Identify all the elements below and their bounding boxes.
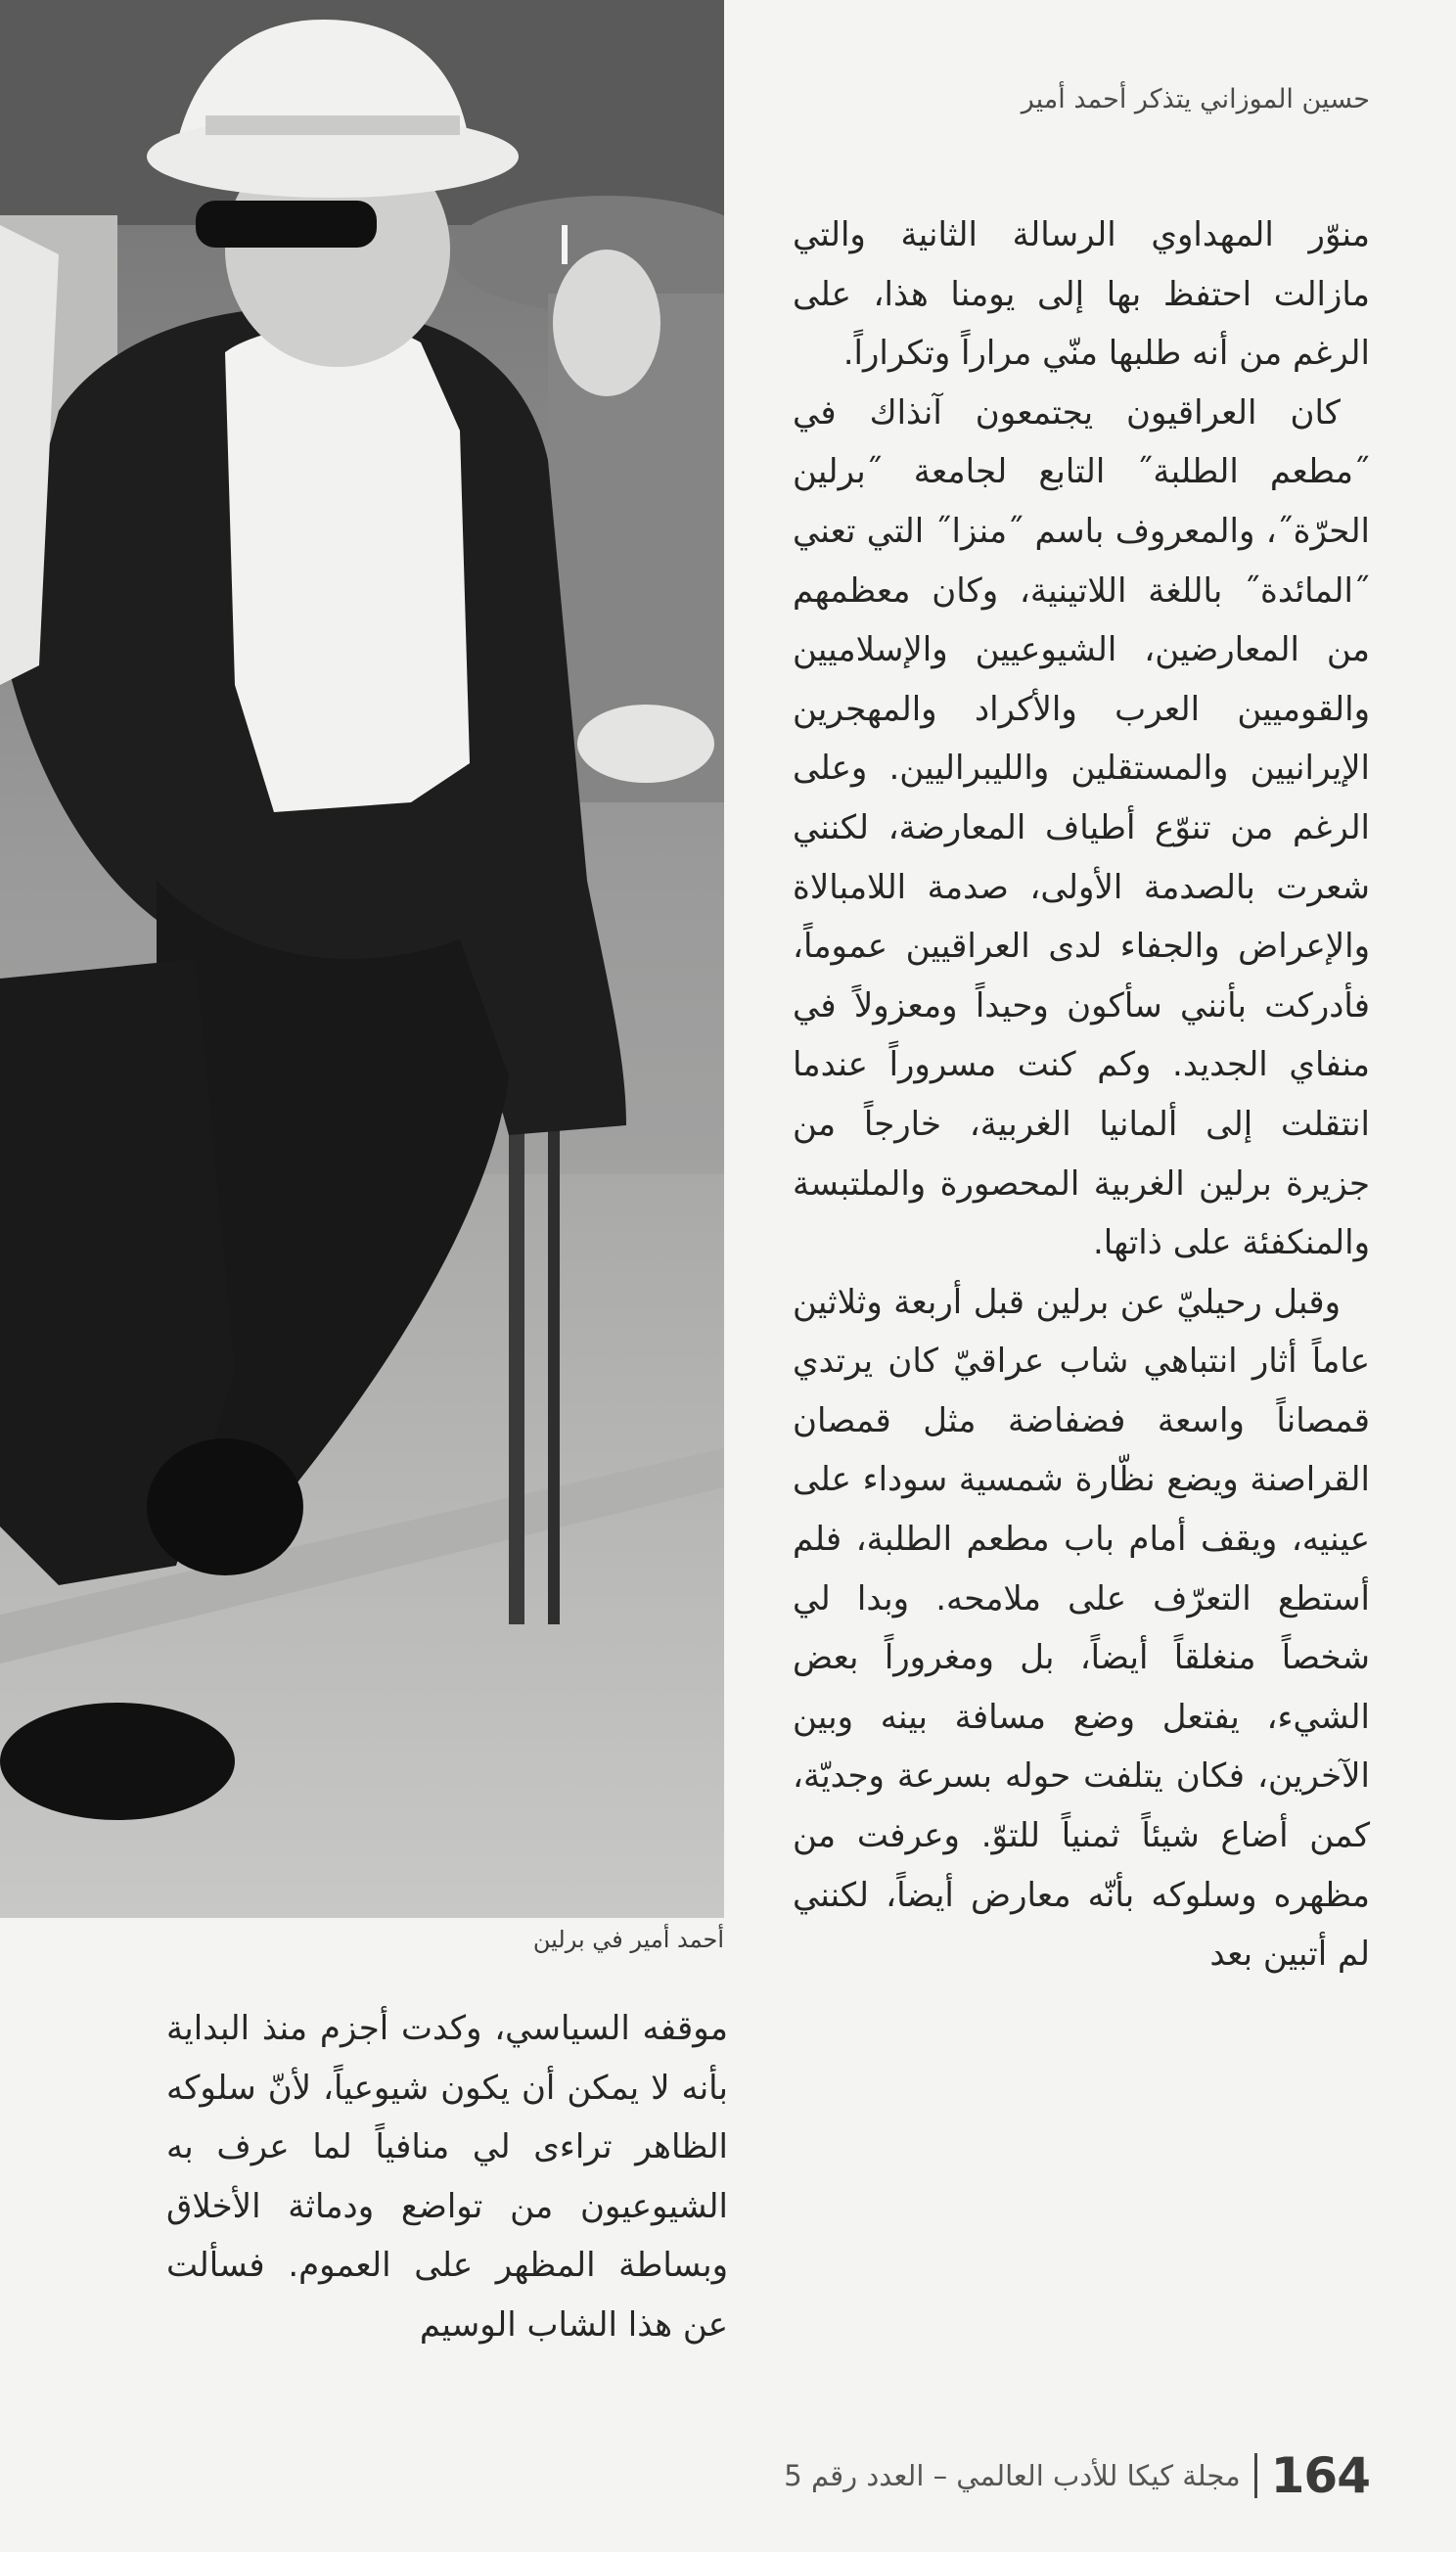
- author-photograph: [0, 0, 724, 1918]
- journal-title: مجلة كيكا للأدب العالمي – العدد رقم 5: [784, 2459, 1241, 2492]
- paragraph: موقفه السياسي، وكدت أجزم منذ البداية بأنه لا يمكن أن يكون شيوعياً، لأنّ سلوكه الظاهر تراءى لي منافياً لما عرف به الشيوعيون من تواضع ودماثة الأخلاق وبساطة المظهر على العموم. فسألت عن هذا الشاب الوسيم: [166, 2009, 728, 2345]
- photo-illustration: [0, 0, 724, 1918]
- article-right-column: [793, 205, 1370, 1984]
- photo-caption: أحمد أمير في برلين: [532, 1926, 724, 1953]
- page-footer: [784, 2446, 1370, 2505]
- footer-divider: [1254, 2453, 1257, 2498]
- page-number: 164: [1270, 2447, 1370, 2504]
- paragraph: كان العراقيون يجتمعون آنذاك في ˝مطعم الطلبة˝ التابع لجامعة ˝برلين الحرّة˝، والمعروف باسم ˝منزا˝ التي تعني ˝المائدة˝ باللغة اللاتينية، وكان معظمهم من المعارضين، الشيوعيين والإسلاميين والقوميين العرب والأكراد والمهجرين الإيرانيين والمستقلين والليبراليين. وعلى الرغم من تنوّع أطياف المعارضة، لكنني شعرت بالصدمة الأولى، صدمة اللامبالاة والإعراض والجفاء لدى العراقيين عموماً، فأدركت بأنني سأكون وحيداً ومعزولاً في منفاي الجديد. وكم كنت مسروراً عندما انتقلت إلى ألمانيا الغربية، خارجاً من جزيرة برلين الغربية المحصورة والملتبسة والمنكفئة على ذاتها.: [793, 392, 1370, 1263]
- paragraph: وقبل رحيليّ عن برلين قبل أربعة وثلاثين عاماً أثار انتباهي شاب عراقيّ كان يرتدي قمصاناً واسعة فضفاضة مثل قمصان القراصنة ويضع نظّارة شمسية سوداء على عينيه، ويقف أمام باب مطعم الطلبة، فلم أستطع التعرّف على ملامحه. وبدا لي شخصاً منغلقاً أيضاً، بل ومغروراً بعض الشيء، يفتعل وضع مسافة بينه وبين الآخرين، فكان يتلفت حوله بسرعة وجديّة، كمن أضاع شيئاً ثمنياً للتوّ. وعرفت من مظهره وسلوكه بأنّه معارض أيضاً، لكنني لم أتبين بعد: [793, 1282, 1370, 1975]
- article-byline: حسين الموزاني يتذكر أحمد أمير: [1021, 84, 1370, 114]
- paragraph: منوّر المهداوي الرسالة الثانية والتي مازالت احتفظ بها إلى يومنا هذا، على الرغم من أنه طلبها منّي مراراً وتكراراً.: [793, 215, 1370, 374]
- article-left-column: [166, 1999, 728, 2355]
